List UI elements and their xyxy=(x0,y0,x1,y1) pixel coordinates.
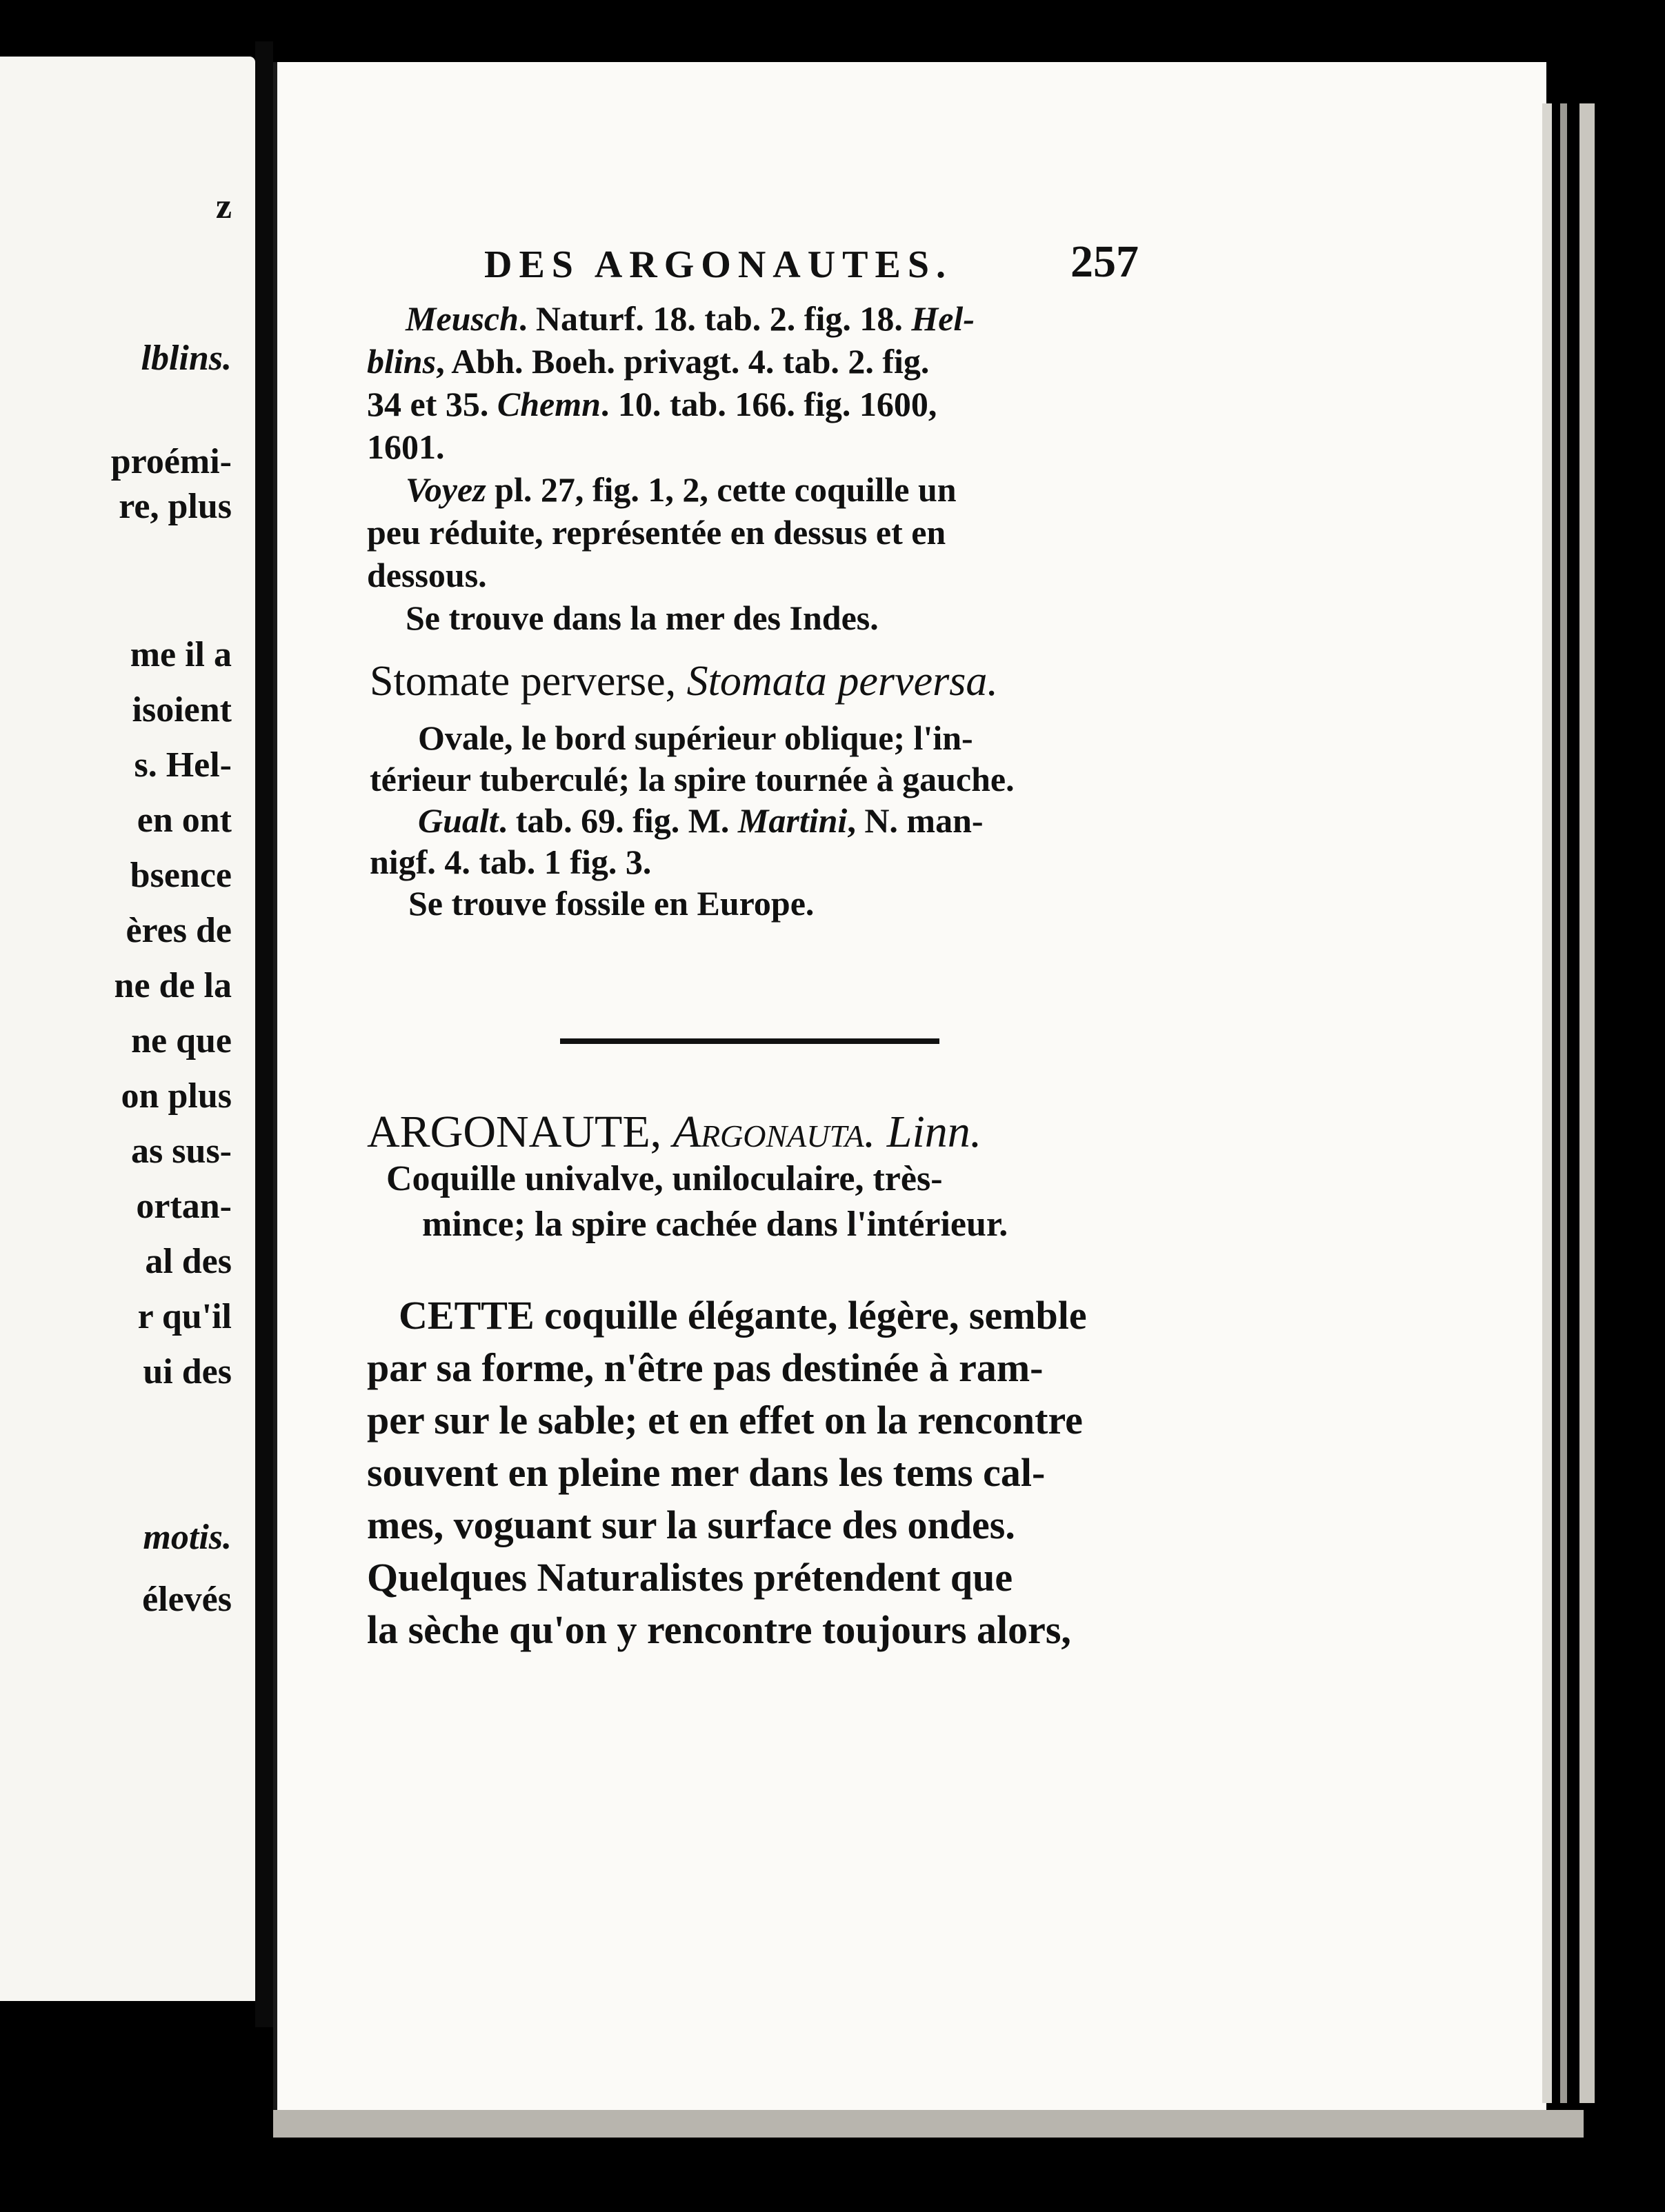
text-span: . tab. 69. fig. M. xyxy=(498,801,738,840)
left-page-text-fragment: bsence xyxy=(130,856,232,895)
page-number: 257 xyxy=(1070,237,1139,287)
body-line: mes, voguant sur la surface des ondes. xyxy=(367,1502,1015,1547)
species-name-roman: Stomate perverse, xyxy=(370,658,687,705)
text-line xyxy=(418,716,973,760)
text-line xyxy=(367,425,445,469)
italic-citation: Hel- xyxy=(911,299,975,338)
page-bottom-edge xyxy=(273,2110,1584,2138)
text-line xyxy=(370,840,651,884)
species-title xyxy=(370,656,998,706)
left-page-text-fragment: ne que xyxy=(131,1021,232,1060)
left-page-text-fragment: élevés xyxy=(142,1580,232,1619)
text-span: , N. man- xyxy=(847,801,984,840)
text-span: 1601. xyxy=(367,428,445,466)
genus-latin: Argonauta xyxy=(672,1107,864,1157)
text-line xyxy=(370,757,1015,801)
left-page-text-fragment: proémi- xyxy=(110,442,232,481)
italic-citation: Chemn xyxy=(497,385,601,423)
genus-name: ARGONAUTE, xyxy=(367,1107,673,1157)
left-page-text-fragment: s. Hel- xyxy=(134,745,232,785)
italic-citation: Gualt xyxy=(418,801,499,840)
italic-citation: blins xyxy=(367,342,437,381)
species-name-latin: Stomata perversa. xyxy=(686,658,998,705)
left-page-text-fragment: ui des xyxy=(143,1352,232,1391)
book-gutter xyxy=(255,41,273,2027)
body-line: CETTE coquille élégante, légère, semble xyxy=(399,1293,1087,1338)
italic-citation: Voyez xyxy=(406,470,486,509)
text-line xyxy=(367,339,929,383)
text-line xyxy=(406,296,975,341)
genus-heading xyxy=(367,1107,981,1157)
body-line: per sur le sable; et en effet on la rencontre xyxy=(367,1398,1083,1442)
text-span: nigf. 4. tab. 1 fig. 3. xyxy=(370,843,652,881)
text-span: dessous. xyxy=(367,556,487,594)
left-page-text-fragment: me il a xyxy=(130,635,232,674)
left-page-text-fragment: motis. xyxy=(143,1518,232,1557)
left-page-text-fragment: z xyxy=(215,187,232,226)
text-span: . 10. tab. 166. fig. 1600, xyxy=(600,385,937,423)
left-page-text-fragment: ne de la xyxy=(114,966,232,1005)
left-page-text-fragment: al des xyxy=(145,1242,232,1281)
diagnosis-line: mince; la spire cachée dans l'intérieur. xyxy=(422,1205,1008,1244)
text-line xyxy=(408,881,814,925)
left-page-text-fragment: r qu'il xyxy=(137,1297,232,1336)
left-page-text-fragment: ortan- xyxy=(136,1187,232,1226)
left-page-text-fragment: as sus- xyxy=(131,1132,232,1171)
left-page-text-fragment: lblins. xyxy=(141,339,232,378)
text-line xyxy=(406,467,957,512)
body-line: souvent en pleine mer dans les tems cal- xyxy=(367,1450,1046,1495)
left-page-text-fragment: ères de xyxy=(126,911,232,950)
page-edge xyxy=(1579,103,1595,2103)
left-page-text-fragment: re, plus xyxy=(119,487,232,526)
body-line: par sa forme, n'être pas destinée à ram- xyxy=(367,1345,1044,1390)
genus-author: . Linn. xyxy=(864,1107,982,1157)
text-span: Ovale, le bord supérieur oblique; l'in- xyxy=(418,718,973,757)
text-line xyxy=(406,596,879,640)
text-span: pl. 27, fig. 1, 2, cette coquille un xyxy=(486,470,957,509)
page-edge xyxy=(1560,103,1567,2103)
text-span: 34 et 35. xyxy=(367,385,497,423)
section-divider xyxy=(560,1038,939,1044)
italic-citation: Meusch xyxy=(406,299,519,338)
left-page-text-fragment: isoient xyxy=(132,690,232,730)
left-page-text-fragment: en ont xyxy=(137,801,232,840)
left-page-text-fragment: on plus xyxy=(121,1076,232,1116)
text-span: Se trouve fossile en Europe. xyxy=(408,884,815,923)
text-line xyxy=(367,553,487,597)
body-line: Quelques Naturalistes prétendent que xyxy=(367,1555,1013,1600)
right-page xyxy=(273,62,1546,2131)
diagnosis-line: Coquille univalve, uniloculaire, très- xyxy=(386,1159,943,1198)
left-page xyxy=(0,57,255,2001)
running-title: DES ARGONAUTES. xyxy=(484,243,953,286)
text-line xyxy=(418,798,984,843)
text-line xyxy=(367,382,937,426)
text-span: , Abh. Boeh. privagt. 4. tab. 2. fig. xyxy=(436,342,930,381)
italic-citation: Martini xyxy=(737,801,848,840)
text-span: . Naturf. 18. tab. 2. fig. 18. xyxy=(518,299,912,338)
text-line xyxy=(367,510,946,554)
text-span: térieur tuberculé; la spire tournée à gauche. xyxy=(370,760,1015,798)
text-span: peu réduite, représentée en dessus et en xyxy=(367,513,946,552)
page-edge xyxy=(1542,103,1552,2103)
body-line: la sèche qu'on y rencontre toujours alors, xyxy=(367,1607,1071,1652)
text-span: Se trouve dans la mer des Indes. xyxy=(406,599,879,637)
